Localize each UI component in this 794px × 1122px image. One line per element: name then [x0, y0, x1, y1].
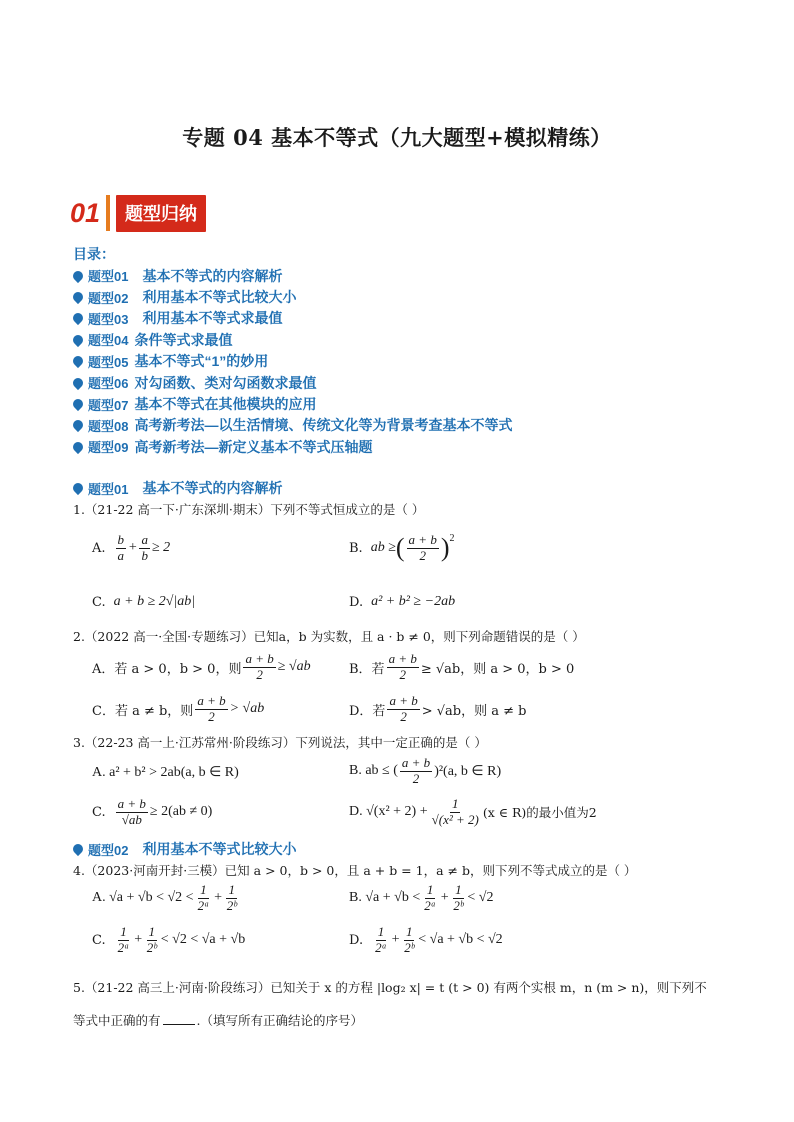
toc-item[interactable] [73, 351, 512, 372]
section-number: 01 [70, 197, 101, 228]
fraction [407, 533, 439, 564]
option-letter: A. [92, 540, 106, 556]
fraction [430, 797, 481, 828]
option-letter: C. [92, 932, 106, 948]
denominator: 2ᵃ [424, 897, 436, 913]
toc-item[interactable] [73, 265, 512, 286]
pin-icon [71, 354, 85, 368]
numerator: 1 [148, 924, 156, 939]
fraction [387, 694, 419, 725]
numerator: a + b [408, 532, 437, 547]
fraction [116, 533, 127, 564]
pin-icon [71, 418, 85, 432]
toc-code: 题型06 [88, 376, 129, 392]
pin-icon [71, 440, 85, 454]
fraction [373, 925, 389, 956]
denominator: 2 [400, 708, 407, 724]
math-text: < √a + √b < √2 [418, 932, 503, 948]
numerator: a [141, 532, 148, 547]
q3-option-a[interactable] [92, 764, 239, 781]
toc-text: 利用基本不等式比较大小 [142, 289, 297, 306]
math-text: a + b ≥ 2√|ab| [113, 594, 196, 609]
option-text: > √ab，则 a ≠ b [421, 703, 527, 719]
math-text: )²(a, b ∈ R) [434, 763, 502, 779]
fraction [195, 694, 227, 725]
option-text: C．若 a ≠ b，则 [92, 703, 194, 719]
q4-option-b[interactable]: B. √a + √b < $\frac{1}{\text{2ᵃ}}$ + $\frac{1}{\text{2ᵇ}}$ < √2 [349, 882, 494, 913]
question-3-stem: 3.（22-23 高一上·江苏常州·阶段练习）下列说法，其中一定正确的是（ ） [73, 735, 487, 750]
answer-blank[interactable] [163, 1024, 195, 1025]
denominator: 2 [419, 547, 426, 563]
denominator: 2 [412, 770, 420, 786]
option-letter: D. [349, 932, 364, 948]
numerator: 1 [120, 924, 127, 939]
math-text: B. ab ≤ ( [349, 763, 398, 779]
option-text: A．若 a > 0，b > 0，则 [92, 661, 242, 677]
q3-option-b[interactable] [349, 756, 501, 787]
fraction [196, 883, 212, 914]
option-letter: C. [92, 594, 106, 610]
toc-text: 高考新考法—新定义基本不等式压轴题 [134, 438, 373, 455]
denominator: 2ᵇ [146, 939, 157, 955]
q4-option-c[interactable]: C. $\frac{1}{\text{2ᵃ}}$ + $\frac{1}{\text{2ᵇ}}$ < √2 < √a + √b [92, 924, 246, 955]
numerator: a + b [389, 693, 418, 708]
numerator: a + b [197, 693, 226, 708]
numerator: 1 [200, 882, 207, 897]
toc-code: 题型02 [88, 290, 129, 306]
toc-text: 条件等式求最值 [134, 331, 233, 348]
numerator: a + b [401, 755, 431, 770]
option-letter: B. [349, 540, 363, 556]
fraction [243, 652, 275, 683]
numerator: a + b [245, 651, 274, 666]
math-text: < √2 [467, 890, 494, 906]
fraction [225, 883, 239, 914]
page-title: 专题 04 基本不等式（九大题型+模拟精练） [182, 125, 612, 150]
q3-option-c[interactable] [92, 797, 212, 828]
math-text: A. √a + √b < √2 < [92, 890, 194, 906]
numerator: a + b [388, 651, 417, 666]
math-text: B. √a + √b < [349, 890, 421, 906]
math-text: a² + b² ≥ −2ab [371, 594, 456, 609]
numerator: 1 [455, 882, 462, 897]
denominator: 2ᵃ [375, 939, 387, 955]
denominator: 2 [256, 666, 263, 682]
toc-item[interactable] [73, 372, 512, 393]
subsection-text: 利用基本不等式比较大小 [142, 841, 297, 857]
toc-item[interactable] [73, 329, 512, 350]
toc-text: 高考新考法—以生活情境、传统文化等为背景考查基本不等式 [134, 417, 513, 434]
question-5-stem-cont [73, 1011, 363, 1029]
q1-option-c[interactable] [92, 594, 195, 610]
fraction [139, 533, 150, 564]
toc-item[interactable] [73, 308, 512, 329]
numerator: 1 [405, 924, 413, 939]
option-text: (x ∈ R)的最小值为2 [482, 805, 597, 821]
subsection-heading [73, 839, 296, 859]
numerator: a + b [117, 796, 146, 811]
toc-text: 基本不等式“1”的妙用 [134, 353, 269, 370]
denominator: 2ᵇ [453, 897, 464, 913]
fraction [116, 797, 148, 828]
numerator: 1 [377, 924, 385, 939]
question-5-stem: 5.（21-22 高三上·河南·阶段练习）已知关于 x 的方程 |log₂ x| = t (t > 0) 有两个实根 m，n (m > n)，则下列不 [73, 980, 707, 995]
toc-code: 题型05 [88, 354, 129, 370]
subsection-code: 题型02 [88, 842, 129, 858]
toc-item[interactable] [73, 393, 512, 414]
question-4-stem: 4.（2023·河南开封·三模）已知 a > 0，b > 0，且 a + b = 1，a ≠ b，则下列不等式成立的是（ ） [73, 863, 637, 878]
math-text: ≥ √ab [277, 659, 311, 675]
denominator: 2 [208, 708, 215, 724]
denominator: a [117, 547, 125, 563]
subsection-heading [73, 478, 282, 498]
option-letter: C. [92, 804, 106, 820]
pin-icon [71, 842, 85, 856]
q2-option-a[interactable] [92, 652, 311, 683]
math-text: ≥ 2 [151, 540, 171, 556]
fraction [402, 925, 416, 956]
q3-option-d[interactable] [349, 797, 597, 828]
denominator: √ab [121, 811, 142, 827]
math-text: D. √(x² + 2) + [349, 804, 428, 820]
numerator: b [117, 532, 125, 547]
section-divider [106, 195, 110, 231]
denominator: 2ᵃ [197, 897, 210, 913]
pin-icon [71, 269, 85, 283]
numerator: 1 [451, 796, 459, 811]
question-1-stem: 1.（21-22 高一下·广东深圳·期末）下列不等式恒成立的是（ ） [73, 502, 425, 517]
q1-option-b[interactable]: B. ab ≥ ( $\frac{a + b}{2}$ ) 2 [349, 532, 455, 563]
q4-option-d[interactable]: D. $\frac{1}{\text{2ᵃ}}$ + $\frac{1}{\text{2ᵇ}}$ < √a + √b < √2 [349, 924, 503, 955]
pin-icon [71, 397, 85, 411]
toc-text: 基本不等式在其他模块的应用 [134, 396, 317, 413]
toc-text: 利用基本不等式求最值 [142, 310, 283, 327]
pin-icon [71, 290, 85, 304]
fraction [422, 883, 438, 914]
pin-icon [71, 481, 85, 495]
math-text: > √ab [229, 701, 265, 717]
denominator: 2ᵃ [117, 939, 130, 955]
math-text: < √2 < √a + √b [160, 932, 246, 948]
toc-item[interactable] [73, 436, 512, 457]
pin-icon [71, 311, 85, 325]
pin-icon [71, 376, 85, 390]
q1-option-d[interactable] [349, 594, 455, 610]
option-text: ≥ √ab，则 a > 0，b > 0 [420, 661, 575, 677]
toc-code: 题型04 [88, 333, 129, 349]
fraction [400, 756, 432, 787]
q2-option-b[interactable] [349, 652, 574, 683]
denominator: b [141, 547, 148, 563]
math-text: ab ≥ [370, 540, 396, 556]
toc-text: 对勾函数、类对勾函数求最值 [134, 374, 317, 391]
toc-code: 题型01 [88, 269, 129, 285]
stem-text: .（填写所有正确结论的序号） [196, 1013, 363, 1028]
fraction [387, 652, 419, 683]
toc-code: 题型09 [88, 440, 129, 456]
denominator: 2 [399, 666, 406, 682]
section-label: 题型归纳 [116, 195, 206, 232]
denominator: 2ᵇ [226, 897, 237, 913]
pin-icon [71, 333, 85, 347]
toc-code: 题型08 [88, 418, 129, 434]
numerator: 1 [228, 882, 235, 897]
option-letter: D. [349, 594, 364, 610]
toc-item[interactable] [73, 286, 512, 307]
toc-code: 题型07 [88, 397, 129, 413]
subsection-text: 基本不等式的内容解析 [142, 480, 283, 496]
fraction [145, 925, 159, 956]
q2-option-c[interactable] [92, 694, 264, 725]
q1-option-a[interactable]: A. $\frac{b}{a}$ + $\frac{a}{b}$ ≥ 2 [92, 532, 171, 563]
math-text: A. a² + b² > 2ab(a, b ∈ R) [92, 765, 239, 780]
numerator: 1 [426, 882, 434, 897]
toc-list [73, 265, 512, 458]
option-text: B．若 [349, 661, 385, 677]
section-badge [70, 193, 206, 233]
fraction [116, 925, 132, 956]
fraction [451, 883, 465, 914]
q4-option-a[interactable]: A. √a + √b < √2 < $\frac{1}{\text{2ᵃ}}$ + $\frac{1}{\text{2ᵇ}}$ [92, 882, 237, 913]
stem-text: 等式中正确的有 [73, 1013, 161, 1028]
toc-heading: 目录： [73, 246, 115, 262]
math-text: ≥ 2(ab ≠ 0) [149, 804, 213, 820]
denominator: 2ᵇ [404, 939, 415, 955]
denominator: √(x² + 2) [431, 811, 479, 827]
q2-option-d[interactable] [349, 694, 526, 725]
toc-code: 题型03 [88, 311, 129, 327]
toc-text: 基本不等式的内容解析 [142, 267, 283, 284]
subsection-code: 题型01 [88, 481, 129, 497]
toc-item[interactable] [73, 415, 512, 436]
option-text: D．若 [349, 703, 386, 719]
question-2-stem: 2.（2022 高一·全国·专题练习）已知a，b 为实数，且 a · b ≠ 0，则下列命题错误的是（ ） [73, 629, 585, 644]
